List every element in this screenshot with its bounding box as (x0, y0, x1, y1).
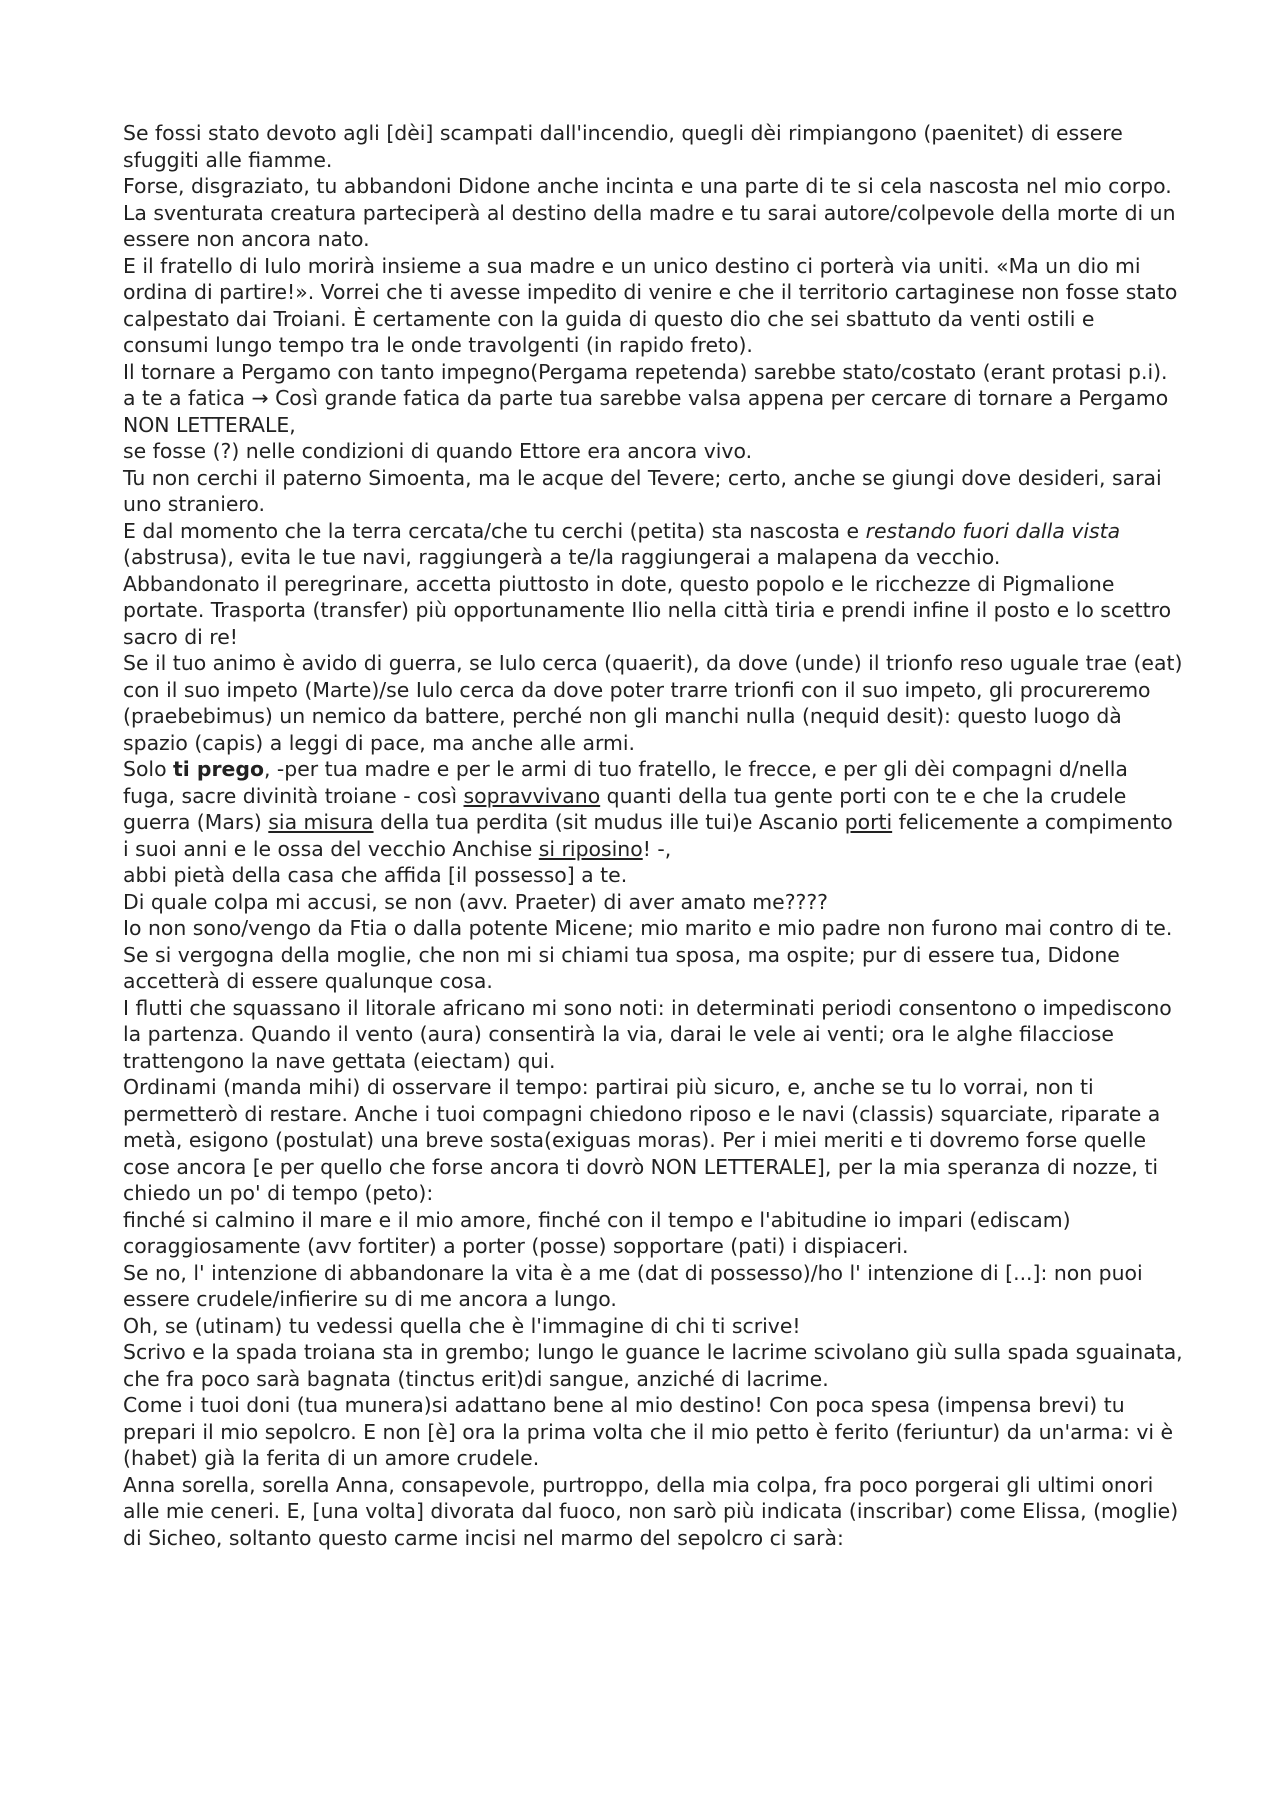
text-segment: Io non sono/vengo da Ftia o dalla potente Micene; mio marito e mio padre non furono mai contro di te. (123, 916, 1173, 940)
text-segment: Se il tuo animo è avido di guerra, se Iulo cerca (quaerit), da dove (unde) il trionfo reso uguale trae (eat) con il suo impeto (Marte)/se Iulo cerca da dove poter trarre trionfi con il suo impeto, gli procureremo (praebebimus) un nemico da battere, perché non gli manchi nulla (nequid desit): questo luogo dà spazio (capis) a leggi di pace, ma anche alle armi. (123, 651, 1183, 755)
paragraph (123, 1472, 1183, 1552)
text-segment: Anna sorella, sorella Anna, consapevole, purtroppo, della mia colpa, fra poco porgerai gli ultimi onori alle mie ceneri. E, [una volta] divorata dal fuoco, non sarò più indicata (inscribar) come Elissa, (moglie) di Sicheo, soltanto questo carme incisi nel marmo del sepolcro ci sarà: (123, 1472, 1179, 1550)
text-segment: Se fossi stato devoto agli [dèi] scampati dall'incendio, quegli dèi rimpiangono (paenitet) di essere sfuggiti alle fiamme. (123, 121, 1123, 172)
text-segment: Scrivo e la spada troiana sta in grembo; lungo le guance le lacrime scivolano giù sulla spada sguainata, che fra poco sarà bagnata (tinctus erit)di sangue, anziché di lacrime. (123, 1340, 1183, 1391)
paragraph (123, 1074, 1183, 1207)
underlined-text: porti (844, 810, 893, 834)
text-segment: se fosse (?) nelle condizioni di quando Ettore era ancora vivo. (123, 439, 753, 463)
underlined-text: si riposino (538, 836, 643, 861)
paragraph (123, 862, 1183, 889)
text-segment: quanti della tua gente porti con te e che la crudele guerra (Mars) (123, 783, 1127, 834)
text-segment: E il fratello di Iulo morirà insieme a sua madre e un unico destino ci porterà via uniti. «Ma un dio mi ordina di partire!». Vorrei che ti avesse impedito di venire e che il territorio cartaginese non fosse stato calpestato dai Troiani. È certamente con la guida di questo dio che sei sbattuto da venti ostili e consumi lungo tempo tra le onde travolgenti (in rapido freto). (123, 253, 1178, 357)
paragraph (123, 465, 1183, 518)
text-segment: , -per tua madre e per le armi di tuo fratello, le frecce, e per gli dèi compagni d/nella fuga, sacre divinità troiane - così (123, 757, 1128, 808)
bold-text: ti prego (173, 757, 264, 781)
underlined-text: sopravvivano (463, 783, 601, 808)
paragraph (123, 650, 1183, 756)
text-segment: felicemente a compimento i suoi anni e le ossa del vecchio Anchise (123, 810, 1173, 861)
text-segment: Abbandonato il peregrinare, accetta piuttosto in dote, questo popolo e le ricchezze di Pigmalione portate. Trasporta (transfer) più opportunamente Ilio nella città tiria e prendi infine il posto e lo scettro sacro di re! (123, 571, 1172, 649)
text-segment: finché si calmino il mare e il mio amore, finché con il tempo e l'abitudine io impari (ediscam) coraggiosamente (avv fortiter) a porter (posse) sopportare (pati) i dispiaceri. (123, 1207, 1071, 1258)
text-segment: Oh, se (utinam) tu vedessi quella che è l'immagine di chi ti scrive! (123, 1313, 801, 1338)
paragraph (123, 1313, 1183, 1340)
paragraph (123, 1260, 1183, 1313)
paragraph (123, 1392, 1183, 1472)
text-segment: Ordinami (manda mihi) di osservare il tempo: partirai più sicuro, e, anche se tu lo vorrai, non ti permetterò di restare. Anche i tuoi compagni chiedono riposo e le navi (classis) squarciate, riparate a metà, esigono (postulat) una breve sosta(exiguas moras). Per i miei meriti e ti dovremo forse quelle cose ancora [e per quello che forse ancora ti dovrò NON LETTERALE], per la mia speranza di nozze, ti chiedo un po' di tempo (peto): (123, 1075, 1161, 1205)
text-segment: I flutti che squassano il litorale africano mi sono noti: in determinati periodi consentono o impediscono la partenza. Quando il vento (aura) consentirà la via, darai le vele ai venti; ora le alghe filacciose trattengono la nave gettata (eiectam) qui. (123, 995, 1172, 1073)
paragraph (123, 889, 1183, 916)
paragraph (123, 253, 1183, 359)
text-segment: Di quale colpa mi accusi, se non (avv. Praeter) di aver amato me???? (123, 889, 828, 914)
text-segment: (abstrusa), evita le tue navi, raggiungerà a te/la raggiungerai a malapena da vecchio. (123, 545, 1001, 569)
paragraph (123, 438, 1183, 465)
paragraph (123, 571, 1183, 651)
paragraph (123, 1207, 1183, 1260)
italic-text: restando fuori dalla vista (865, 518, 1121, 543)
underlined-text: sia misura (268, 810, 374, 834)
paragraph (123, 518, 1183, 571)
paragraph (123, 942, 1183, 995)
paragraph (123, 1339, 1183, 1392)
paragraph (123, 359, 1183, 439)
text-segment: della tua perdita (sit mudus ille tui)e Ascanio (373, 810, 845, 834)
text-segment: ! -, (642, 836, 672, 861)
paragraph (123, 756, 1183, 862)
text-segment: abbi pietà della casa che affida [il possesso] a te. (123, 863, 628, 887)
text-segment: Solo (123, 757, 174, 781)
text-segment: Come i tuoi doni (tua munera)si adattano bene al mio destino! Con poca spesa (impensa brevi) tu prepari il mio sepolcro. E non [è] ora la prima volta che il mio petto è ferito (feriuntur) da un'arma: vi è (habet) già la ferita di un amore crudele. (123, 1393, 1174, 1470)
text-segment: Se si vergogna della moglie, che non mi si chiami tua sposa, ma ospite; pur di essere tua, Didone accetterà di essere qualunque cosa. (123, 942, 1120, 993)
paragraph (123, 173, 1183, 253)
document-page (123, 120, 1183, 1551)
text-segment: Tu non cerchi il paterno Simoenta, ma le acque del Tevere; certo, anche se giungi dove desideri, sarai uno straniero. (123, 465, 1162, 516)
paragraph (123, 120, 1183, 173)
text-segment: Se no, l' intenzione di abbandonare la vita è a me (dat di possesso)/ho l' intenzione di [...]: non puoi essere crudele/infierire su di me ancora a lungo. (123, 1260, 1143, 1311)
paragraph (123, 915, 1183, 942)
text-segment: Il tornare a Pergamo con tanto impegno(Pergama repetenda) sarebbe stato/costato (erant protasi p.i). a te a fatica → Così grande fatica da parte tua sarebbe valsa appena per cercare di tornare a Pergamo NON LETTERALE, (123, 359, 1169, 437)
paragraph (123, 995, 1183, 1075)
text-segment: E dal momento che la terra cercata/che tu cerchi (petita) sta nascosta e (123, 518, 866, 543)
text-segment: Forse, disgraziato, tu abbandoni Didone anche incinta e una parte di te si cela nascosta nel mio corpo. La sventurata creatura parteciperà al destino della madre e tu sarai autore/colpevole della morte di un essere non ancora nato. (123, 174, 1176, 251)
